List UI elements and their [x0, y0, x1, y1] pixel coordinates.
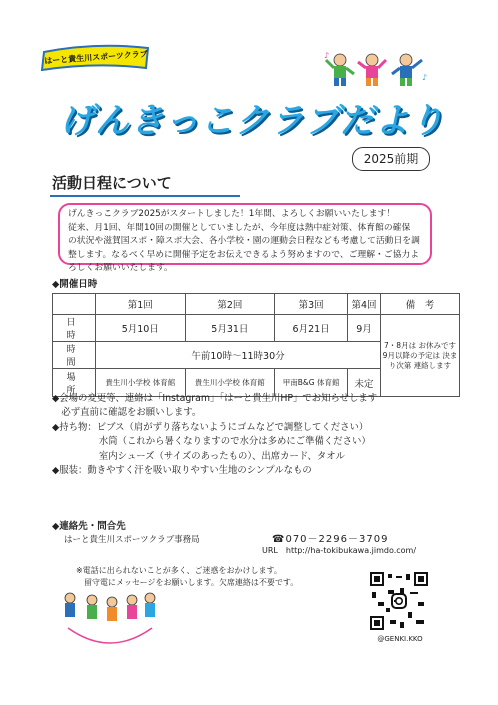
svg-text:♪: ♪: [422, 73, 428, 82]
row-label-date: 日 時: [53, 315, 96, 342]
table-row: [53, 315, 460, 342]
phone-number[interactable]: ☎070－2296－3709: [272, 534, 389, 545]
newsletter-title: げんきっこクラブだより: [60, 101, 445, 141]
place-cell: 貴生川小学校 体育館: [185, 369, 275, 397]
intro-line: の状況や滋賀国スポ・障スポ大会、各小学校・園の運動会日程なども考慮して活動日を調: [68, 236, 420, 246]
phone-notice: [76, 565, 386, 589]
row-label-place: 場 所: [53, 369, 96, 397]
date-cell: 5月10日: [96, 315, 186, 342]
place-cell: 貴生川小学校 体育館: [96, 369, 186, 397]
row-label-time: 時 間: [53, 342, 96, 369]
date-cell: 5月31日: [185, 315, 275, 342]
office-name: はーと貴生川スポーツクラブ事務局: [64, 535, 200, 545]
note-line: 必ず直前に確認をお願いします。: [52, 407, 202, 419]
notice-line: 留守電にメッセージをお願いします。欠席連絡は不要です。: [76, 578, 299, 587]
schedule-table: [52, 293, 460, 397]
date-cell: 9月: [348, 315, 381, 342]
header-cell: 第2回: [185, 294, 275, 315]
header-cell: 第3回: [275, 294, 348, 315]
instagram-handle: @GENKI.KKO: [377, 635, 423, 643]
note-line: ◆会場の変更等、連絡は「Instagram」「はーと貴生川HP」でお知らせします: [52, 393, 378, 404]
remarks-cell: 7・8月は お休みです 9月以降の予定は 決まり次第 連絡します: [381, 315, 460, 397]
note-line: ◆持ち物：ビブス（肩がずり落ちないようにゴムなどで調整してください）: [52, 421, 369, 433]
header-cell: 第4回: [348, 294, 381, 315]
svg-text:♪: ♪: [324, 51, 330, 60]
intro-line: 従来、月1回、年間10回の開催としていましたが、今年度は熱中症対策、体育館の確保: [68, 222, 411, 233]
instagram-qr-code[interactable]: [370, 572, 428, 630]
notice-line: ※電話に出られないことが多く、ご迷惑をおかけします。: [76, 566, 282, 575]
note-line: 室内シューズ（サイズのあったもの）、出席カード、タオル: [52, 450, 345, 462]
note-line: ◆服装：動きやすく汗を吸い取りやすい生地のシンプルなもの: [52, 465, 312, 477]
badge-label: はーと貴生川スポーツクラブ: [43, 49, 148, 66]
place-cell: 甲南B&G 体育館: [275, 369, 348, 397]
schedule-heading: ◆開催日時: [52, 279, 98, 290]
header-cell: 備 考: [381, 294, 460, 315]
table-header-row: [53, 294, 460, 315]
intro-line: 整します。なるべく早めに開催予定をお伝えできるよう努めますので、ご理解・ご協力よ: [68, 249, 419, 260]
intro-line: ろしくお願いいたします。: [68, 263, 173, 273]
notes-block: [52, 392, 452, 478]
dancing-kids-illustration: [322, 50, 432, 92]
header-cell: 第1回: [96, 294, 186, 315]
note-line: 水筒（これから暑くなりますので水分は多めにご準備ください）: [52, 436, 371, 448]
section-underline: [50, 195, 240, 197]
jump-rope-kids-illustration: [60, 588, 160, 648]
club-badge: [40, 44, 152, 72]
season-badge: 2025前期: [352, 147, 430, 171]
intro-box: [58, 203, 432, 273]
time-cell: 午前10時～11時30分: [96, 342, 381, 369]
header-cell: [53, 294, 96, 315]
intro-line: げんきっこクラブ2025がスタートしました！1年間、よろしくお願いいたします！: [68, 209, 396, 219]
website-url[interactable]: URL http://ha-tokibukawa.jimdo.com/: [262, 546, 417, 555]
date-cell: 6月21日: [275, 315, 348, 342]
section-title: 活動日程について: [52, 174, 172, 192]
contact-heading: ◆連絡先・問合先: [52, 521, 126, 532]
place-cell: 未定: [348, 369, 381, 397]
